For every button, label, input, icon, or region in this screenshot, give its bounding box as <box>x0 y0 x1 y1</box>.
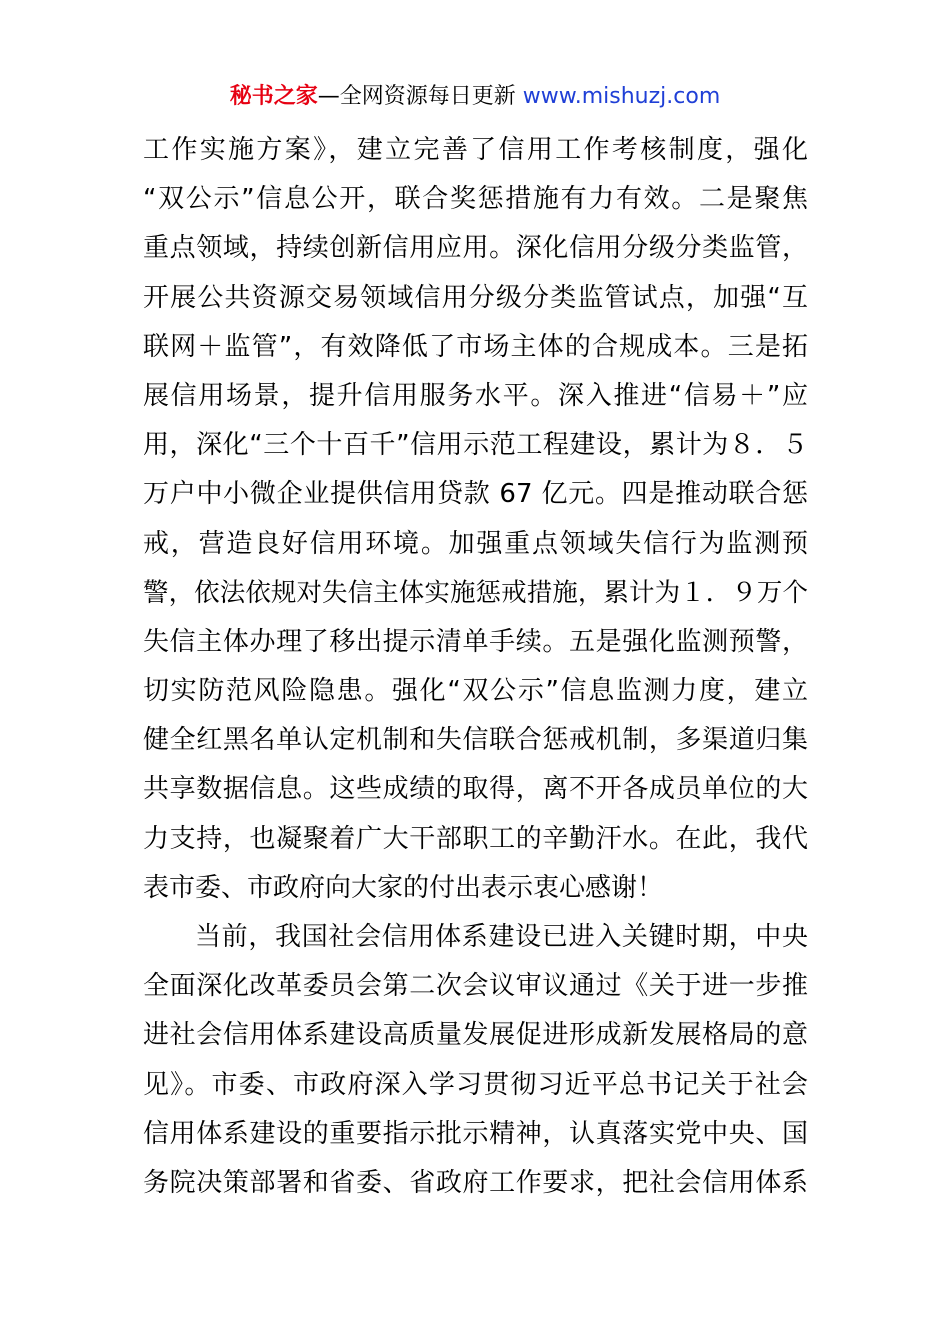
text-line: 表市委、市政府向大家的付出表示衷心感谢！ <box>143 872 664 903</box>
text-line: 力支持，也凝聚着广大干部职工的辛勤汗水。在此，我代 <box>143 823 808 854</box>
text-line: 工作实施方案》，建立完善了信用工作考核制度，强化 <box>143 135 808 165</box>
text-line: 切实防范风险隐患。强化“双公示”信息监测力度，建立 <box>143 676 808 707</box>
brand-name: 秘书之家 <box>229 84 318 109</box>
text-line: 务院决策部署和省委、省政府工作要求，把社会信用体系 <box>143 1167 808 1198</box>
text-line: 展信用场景，提升信用服务水平。深入推进“信易＋”应 <box>143 380 808 411</box>
text-line: 进社会信用体系建设高质量发展促进形成新发展格局的意 <box>143 1020 808 1051</box>
paragraph-2 <box>143 913 808 1208</box>
text-line: 重点领域，持续创新信用应用。深化信用分级分类监管， <box>143 233 808 264</box>
paragraph-1 <box>143 126 808 913</box>
text-line: 警，依法依规对失信主体实施惩戒措施，累计为１．９万个 <box>143 577 808 608</box>
site-url: www.mishuzj.com <box>522 84 721 109</box>
text-line: 联网＋监管”，有效降低了市场主体的合规成本。三是拓 <box>143 331 808 362</box>
site-header <box>0 80 950 114</box>
text-line: 见》。市委、市政府深入学习贯彻习近平总书记关于社会 <box>143 1069 808 1100</box>
text-line: 健全红黑名单认定机制和失信联合惩戒机制，多渠道归集 <box>143 725 808 756</box>
document-body <box>143 126 808 1208</box>
text-line: 全面深化改革委员会第二次会议审议通过《关于进一步推 <box>143 971 808 1002</box>
text-line: “双公示”信息公开，联合奖惩措施有力有效。二是聚焦 <box>143 184 808 215</box>
text-line: 失信主体办理了移出提示清单手续。五是强化监测预警， <box>143 626 808 657</box>
text-line: 戒，营造良好信用环境。加强重点领域失信行为监测预 <box>143 528 808 559</box>
text-line: 用，深化“三个十百千”信用示范工程建设，累计为８．５ <box>143 430 808 461</box>
text-line: 信用体系建设的重要指示批示精神，认真落实党中央、国 <box>143 1118 808 1149</box>
text-line: 万户中小微企业提供信用贷款 67 亿元。四是推动联合惩 <box>143 479 808 510</box>
text-line: 当前，我国社会信用体系建设已进入关键时期，中央 <box>195 922 808 952</box>
header-tagline: —全网资源每日更新 <box>317 84 523 109</box>
text-line: 共享数据信息。这些成绩的取得，离不开各成员单位的大 <box>143 774 808 805</box>
text-line: 开展公共资源交易领域信用分级分类监管试点，加强“互 <box>143 282 808 313</box>
